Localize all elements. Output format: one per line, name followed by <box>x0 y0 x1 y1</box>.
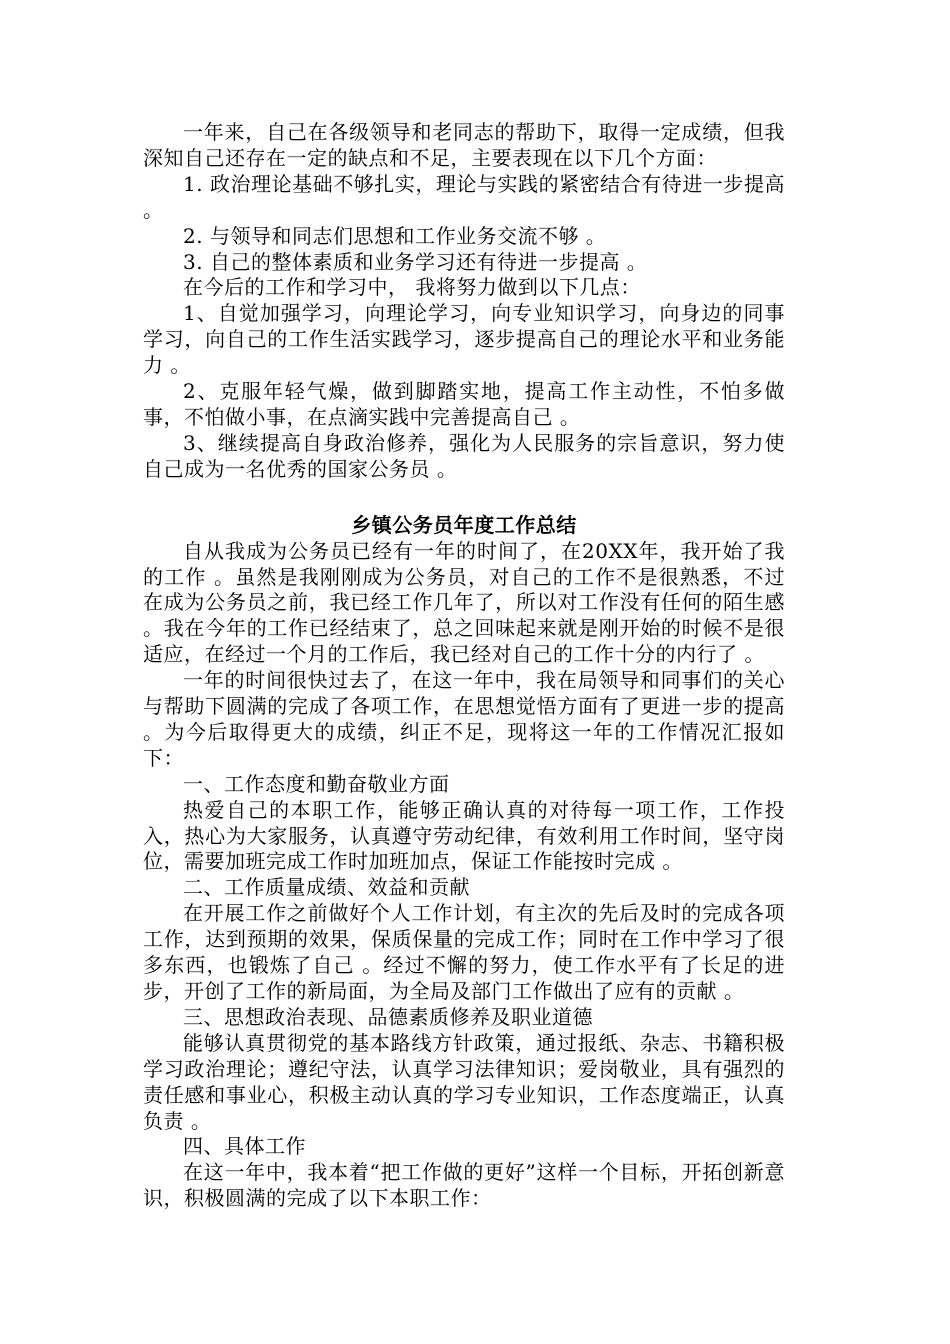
subheading: 二、工作质量成绩、效益和贡献 <box>183 875 470 900</box>
document-page <box>143 120 785 1212</box>
paragraph: 2、克服年轻气燥，做到脚踏实地，提高工作主动性，不怕多做事，不怕做小事，在点滴实践中完善提高自己 。 <box>143 379 785 429</box>
paragraph: 能够认真贯彻党的基本路线方针政策，通过报纸、杂志、书籍积极学习政治理论；遵纪守法，认真学习法律知识；爱岗敬业，具有强烈的责任感和事业心，积极主动认真的学习专业知识，工作态度端正，认真负责 。 <box>143 1030 785 1133</box>
subheading: 四、具体工作 <box>183 1134 306 1159</box>
paragraph: 在开展工作之前做好个人工作计划，有主次的先后及时的完成各项工作，达到预期的效果，保质保量的完成工作；同时在工作中学习了很多东西，也锻炼了自己 。经过不懈的努力，使工作水平有了长足的进步，开创了工作的新局面，为全局及部门工作做出了应有的贡献 。 <box>143 901 785 1003</box>
paragraph: 1、自觉加强学习，向理论学习，向专业知识学习，向身边的同事学习，向自己的工作生活实践学习，逐步提高自己的理论水平和业务能力 。 <box>143 301 785 378</box>
paragraph: 热爱自己的本职工作，能够正确认真的对待每一项工作，工作投入，热心为大家服务，认真遵守劳动纪律，有效利用工作时间，坚守岗位，需要加班完成工作时加班加点，保证工作能按时完成 。 <box>143 797 785 874</box>
paragraph: 自从我成为公务员已经有一年的时间了，在20XX年，我开始了我的工作 。虽然是我刚刚成为公务员，对自己的工作不是很熟悉，不过在成为公务员之前，我已经工作几年了，所以对工作没有任何的陌生感 。我在今年的工作已经结束了，总之回味起来就是刚开始的时候不是很适应，在经过一个月的工作后，我已经对自己的工作十分的内行了 。 <box>143 538 785 667</box>
paragraph: 在今后的工作和学习中， 我将努力做到以下几点： <box>183 275 641 300</box>
paragraph: 一年来，自己在各级领导和老同志的帮助下，取得一定成绩，但我深知自己还存在一定的缺点和不足，主要表现在以下几个方面： <box>143 120 785 170</box>
paragraph: 3、继续提高自身政治修养，强化为人民服务的宗旨意识，努力使自己成为一名优秀的国家公务员 。 <box>143 430 785 481</box>
paragraph: 3. 自己的整体素质和业务学习还有待进一步提高 。 <box>183 249 648 274</box>
paragraph: 在这一年中，我本着“把工作做的更好”这样一个目标，开拓创新意识，积极圆满的完成了以下本职工作： <box>143 1160 785 1211</box>
paragraph: 1. 政治理论基础不够扎实，理论与实践的紧密结合有待进一步提高 。 <box>143 171 785 222</box>
section-annual-summary <box>143 539 785 1213</box>
paragraph: 一年的时间很快过去了，在这一年中，我在局领导和同事们的关心与帮助下圆满的完成了各项工作，在思想觉悟方面有了更进一步的提高 。为今后取得更大的成绩，纠正不足，现将这一年的工作情况汇报如下： <box>143 668 785 770</box>
subheading: 三、思想政治表现、品德素质修养及职业道德 <box>183 1004 593 1029</box>
section-title: 乡镇公务员年度工作总结 <box>351 512 577 537</box>
paragraph: 2. 与领导和同志们思想和工作业务交流不够 。 <box>183 223 607 248</box>
section-shortcomings <box>143 120 785 483</box>
subheading: 一、工作态度和勤奋敬业方面 <box>183 771 450 796</box>
